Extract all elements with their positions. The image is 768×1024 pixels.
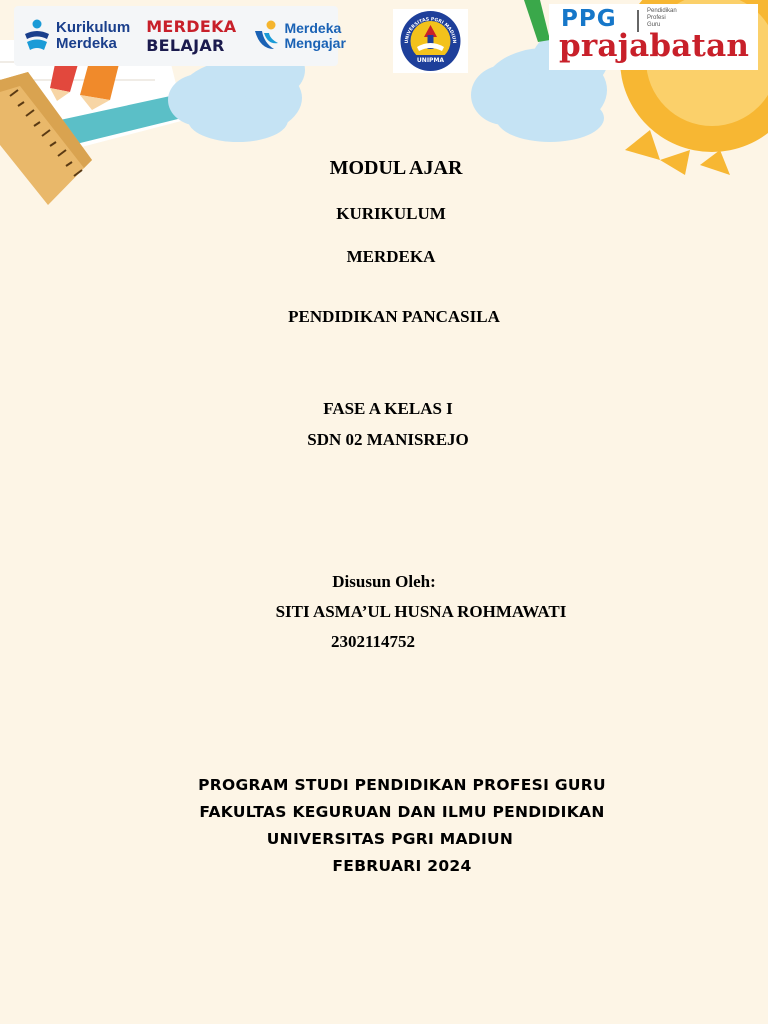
mengajar-word: Mengajar [284, 35, 346, 51]
merdeka-belajar-mark [146, 6, 236, 66]
faculty-name: FAKULTAS KEGURUAN DAN ILMU PENDIDIKAN [199, 803, 605, 821]
unipma-banner-text: UNIPMA [416, 57, 445, 64]
merdeka-belajar-bottom: BELAJAR [146, 36, 225, 55]
author-id: 2302114752 [330, 632, 416, 651]
ppg-prajabatan-logo [549, 4, 758, 70]
author-name: SITI ASMA’UL HUSNA ROHMAWATI [275, 602, 567, 621]
ppg-prajabatan-word: prajabatan [559, 28, 750, 64]
merdeka-word: Merdeka [284, 20, 342, 36]
university-name: UNIVERSITAS PGRI MADIUN [266, 830, 514, 848]
ppg-small-text [647, 8, 677, 29]
kurikulum-merdeka-icon [22, 18, 52, 54]
curriculum-line-1: KURIKULUM [336, 204, 446, 223]
merdeka-belajar-top: MERDEKA [146, 17, 237, 36]
university-ring-text: UNIVERSITAS PGRI MADIUN [404, 17, 457, 44]
kurikulum-word: Kurikulum [56, 19, 131, 36]
phase-class: FASE A KELAS I [323, 399, 453, 418]
merdeka-mengajar-icon [252, 19, 280, 53]
ppg-small-line: Profesi [647, 15, 666, 21]
merdeka-word: Merdeka [56, 35, 117, 52]
leaf-icon [524, 0, 550, 42]
school-name: SDN 02 MANISREJO [307, 430, 469, 449]
document-date: FEBRUARI 2024 [332, 857, 472, 875]
unipma-logo [393, 9, 468, 73]
compiled-by-label: Disusun Oleh: [332, 572, 436, 591]
subject-title: PENDIDIKAN PANCASILA [288, 307, 500, 326]
kurikulum-merdeka-logo [14, 6, 346, 66]
ppg-small-line: Pendidikan [647, 8, 677, 14]
curriculum-line-2: MERDEKA [346, 247, 436, 266]
document-title: MODUL AJAR [329, 157, 463, 179]
ppg-abbr: PPG [561, 6, 617, 32]
merdeka-mengajar-mark [252, 6, 345, 66]
program-name: PROGRAM STUDI PENDIDIKAN PROFESI GURU [198, 776, 606, 794]
kurikulum-merdeka-mark [22, 6, 130, 66]
university-emblem-icon [393, 9, 468, 73]
ppg-small-line: Guru [647, 22, 661, 28]
